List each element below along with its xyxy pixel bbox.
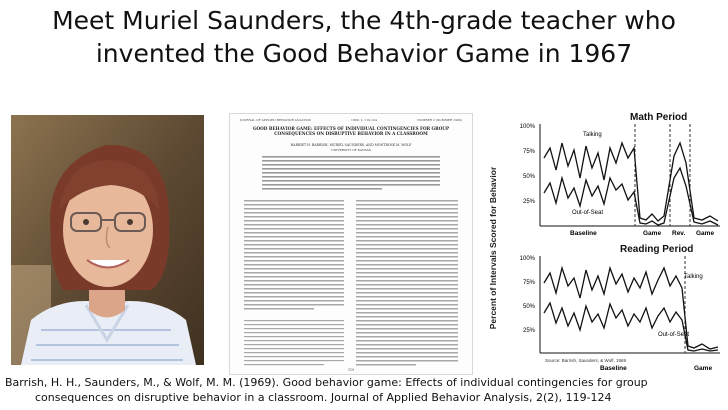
top-ytick-100: 100% <box>519 124 535 130</box>
figure-source-note: Source: Barrish, Saunders, & Wolf, 1969 <box>545 358 626 363</box>
top-phase-baseline: Baseline <box>570 230 597 237</box>
journal-volume: 1969, 2, 119-124 <box>351 118 377 122</box>
journal-issue: NUMBER 2 (SUMMER 1969) <box>417 118 462 122</box>
citation-line-2: consequences on disruptive behavior in a classroom. Journal of Applied Behavior Analysis, 2(2), 119-124 <box>35 390 612 404</box>
article-affiliation: UNIVERSITY OF KANSAS <box>331 148 371 152</box>
top-ytick-25: 25% <box>522 199 535 205</box>
portrait-illustration <box>11 115 204 365</box>
y-axis-label: Percent of Intervals Scored for Behavior <box>488 166 498 330</box>
citation <box>5 376 723 405</box>
behavior-graph-figure <box>480 108 724 373</box>
behavior-graph <box>480 108 724 373</box>
reading-talking-series <box>544 268 718 349</box>
title-line-2: invented the Good Behavior Game in 1967 <box>95 39 633 68</box>
bottom-ytick-100: 100% <box>519 256 535 262</box>
math-period-panel <box>520 112 720 237</box>
journal-header <box>240 118 462 122</box>
math-period-title: Math Period <box>630 112 688 123</box>
math-out-of-seat-label: Out-of-Seat <box>572 210 604 216</box>
bottom-phase-baseline: Baseline <box>600 365 627 372</box>
math-out-of-seat-series <box>544 168 718 225</box>
bottom-ytick-75: 75% <box>522 280 535 286</box>
portrait-photo <box>11 115 204 365</box>
article-title: GOOD BEHAVIOR GAME: EFFECTS OF INDIVIDUAL CONTINGENCIES FOR GROUP CONSEQUENCES ON DISRUPTIVE BEHAVIOR IN A CLASSROOM <box>252 126 450 136</box>
journal-name: JOURNAL OF APPLIED BEHAVIOR ANALYSIS <box>240 118 311 122</box>
reading-talking-label: Talking <box>684 274 703 280</box>
journal-article-page <box>229 113 473 375</box>
reading-out-of-seat-series <box>544 303 718 351</box>
reading-period-panel <box>520 244 720 372</box>
citation-line-1: Barrish, H. H., Saunders, M., & Wolf, M. M. (1969). Good behavior game: Effects of individual contingencies for group <box>5 376 648 389</box>
reading-period-title: Reading Period <box>620 244 694 255</box>
top-ytick-50: 50% <box>522 174 535 180</box>
top-phase-game: Game <box>643 230 662 237</box>
bottom-phase-game: Game <box>694 365 713 372</box>
title-line-1: Meet Muriel Saunders, the 4th-grade teacher who <box>52 6 676 35</box>
top-phase-game-2: Game <box>696 230 715 237</box>
article-authors: HARRIET H. BARRISH, MURIEL SAUNDERS, AND MONTROSE M. WOLF <box>290 143 412 147</box>
slide-title <box>0 4 728 70</box>
reading-out-of-seat-label: Out-of-Seat <box>658 332 690 338</box>
bottom-ytick-50: 50% <box>522 304 535 310</box>
article-body-text <box>230 154 472 375</box>
page-number: 119 <box>347 368 355 372</box>
top-phase-rev: Rev. <box>672 230 686 237</box>
math-talking-label: Talking <box>583 132 602 138</box>
top-ytick-75: 75% <box>522 149 535 155</box>
bottom-ytick-25: 25% <box>522 328 535 334</box>
math-talking-series <box>544 143 718 221</box>
